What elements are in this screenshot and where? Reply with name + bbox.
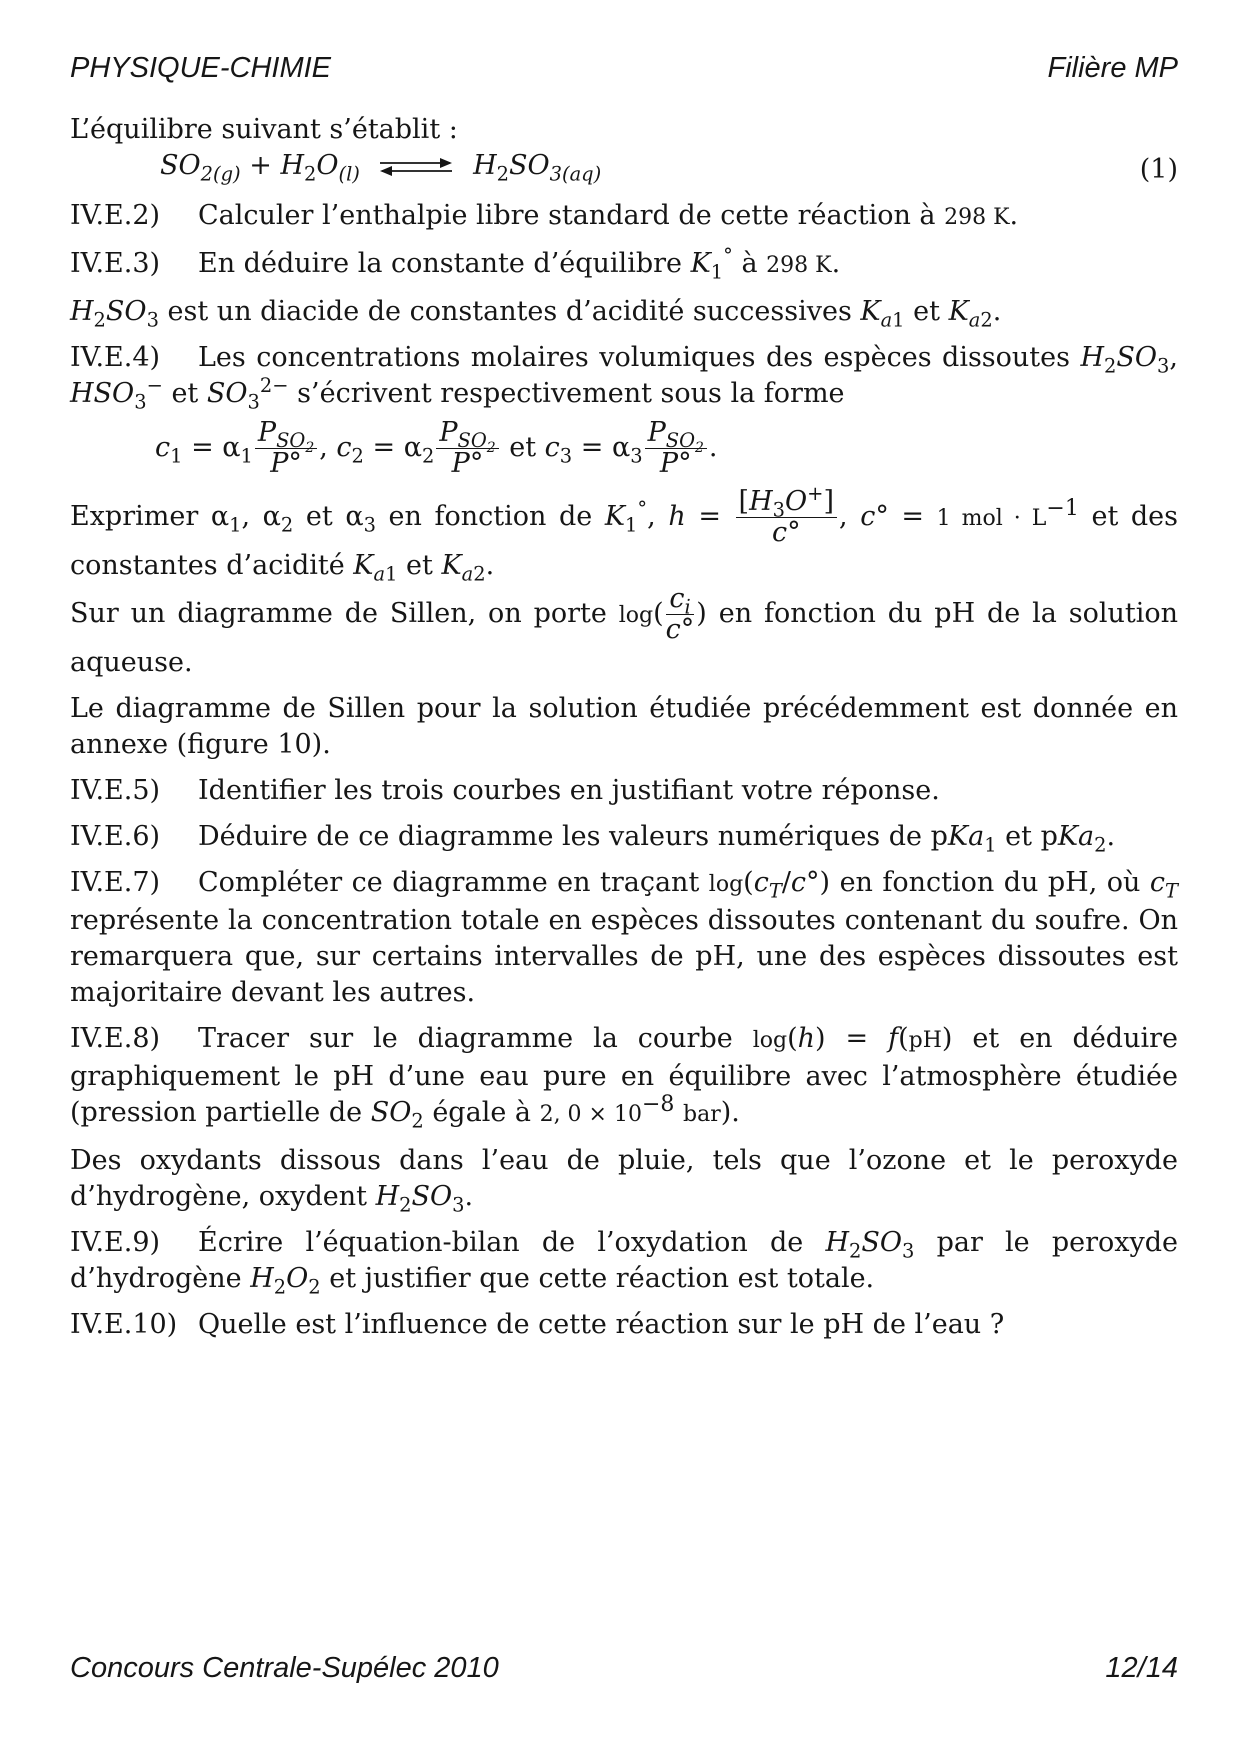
question-4e6: IV.E.6) Déduire de ce diagramme les valeurs numériques de pKa$_1$ et pKa$_2$.: [70, 821, 1116, 857]
equation-number: (1): [1139, 154, 1178, 185]
oxidants-statement: Des oxydants dissous dans l’eau de pluie, tels que l’ozone et le peroxyde d’hydrogène, oxydent $H_2SO_3$.: [70, 1145, 1178, 1217]
document-body: [70, 112, 1178, 1343]
question-4e8: IV.E.8) Tracer sur le diagramme la courbe log(h) = f(pH) et en déduire graphiquement le pH d’une eau pure en équilibre avec l’atmosphère étudiée (pression partielle de $SO_2$ égale à 2, $0 \times 10^{-8}$ bar).: [70, 1023, 1178, 1133]
intro-text: L’équilibre suivant s’établit :: [70, 114, 458, 145]
equilibrium-arrows-icon: [376, 156, 456, 178]
header-subject: PHYSIQUE-CHIMIE: [70, 52, 332, 84]
sillen-annex: Le diagramme de Sillen pour la solution étudiée précédemment est donnée en annexe (figure 10).: [70, 693, 1178, 761]
footer-page-number: 12/14: [1105, 1652, 1178, 1684]
question-4e9: IV.E.9) Écrire l’équation-bilan de l’oxydation de $H_2SO_3$ par le peroxyde d’hydrogène $H_2O_2$ et justifier que cette réaction est totale.: [70, 1227, 1178, 1299]
express-alphas: Exprimer $\alpha_1$, $\alpha_2$ et $\alpha_3$ en fonction de $K_1^\circ$, h = $\frac{[H_3O^+]}{c^\circ}$ , c° = 1 mol · $L^{-1}$ et des constantes d’acidité $K_{a1}$ et $K_{a2}$.: [70, 482, 1179, 586]
question-4e5: IV.E.5) Identifier les trois courbes en justifiant votre réponse.: [70, 775, 940, 807]
question-4e4: IV.E.4) Les concentrations molaires volumiques des espèces dissoutes $H_2SO_3$, $HSO_3^-$ et $SO_3^{2-}$ s’écrivent respectivement sous la forme: [70, 342, 1178, 414]
header-track: Filière MP: [1047, 52, 1178, 84]
question-4e2: IV.E.2) Calculer l’enthalpie libre standard de cette réaction à 298 K.: [70, 200, 1019, 231]
sillen-intro: Sur un diagramme de Sillen, on porte log( $\frac{c_i}{c^\circ}$ ) en fonction du pH de la solution aqueuse.: [70, 583, 1179, 679]
question-4e3: IV.E.3) En déduire la constante d’équilibre $K_1^\circ$ à 298 K.: [70, 244, 841, 284]
diacid-statement: $H_2SO_3$ est un diacide de constantes d’acidité successives $K_{a1}$ et $K_{a2}$.: [70, 296, 1002, 332]
footer-exam: Concours Centrale-Supélec 2010: [70, 1652, 499, 1684]
question-4e10: IV.E.10) Quelle est l’influence de cette réaction sur le pH de l’eau ?: [70, 1309, 1005, 1341]
concentration-formulas: $c_1 = \alpha_1$ $\frac{P_{SO_2}}{P^\circ}$ , $c_2 = \alpha_2$ $\frac{P_{SO_2}}{P^\circ}$ et $c_3 = \alpha_3$ $\frac{P_{SO_2}}{P^\circ}$ .: [155, 417, 718, 480]
equilibrium-equation: $SO_{2(g)} + H_2O_{(l)}$ $H_2SO_{3(aq)}$ (1): [160, 148, 1178, 192]
question-4e7: IV.E.7) Compléter ce diagramme en traçant $\log(c_T/c^\circ)$ en fonction du pH, où $c_T$ représente la concentration totale en espèces dissoutes contenant du soufre. On remarquera que, sur certains intervalles de pH, une des espèces dissoutes est majoritaire devant les autres.: [70, 867, 1179, 1009]
